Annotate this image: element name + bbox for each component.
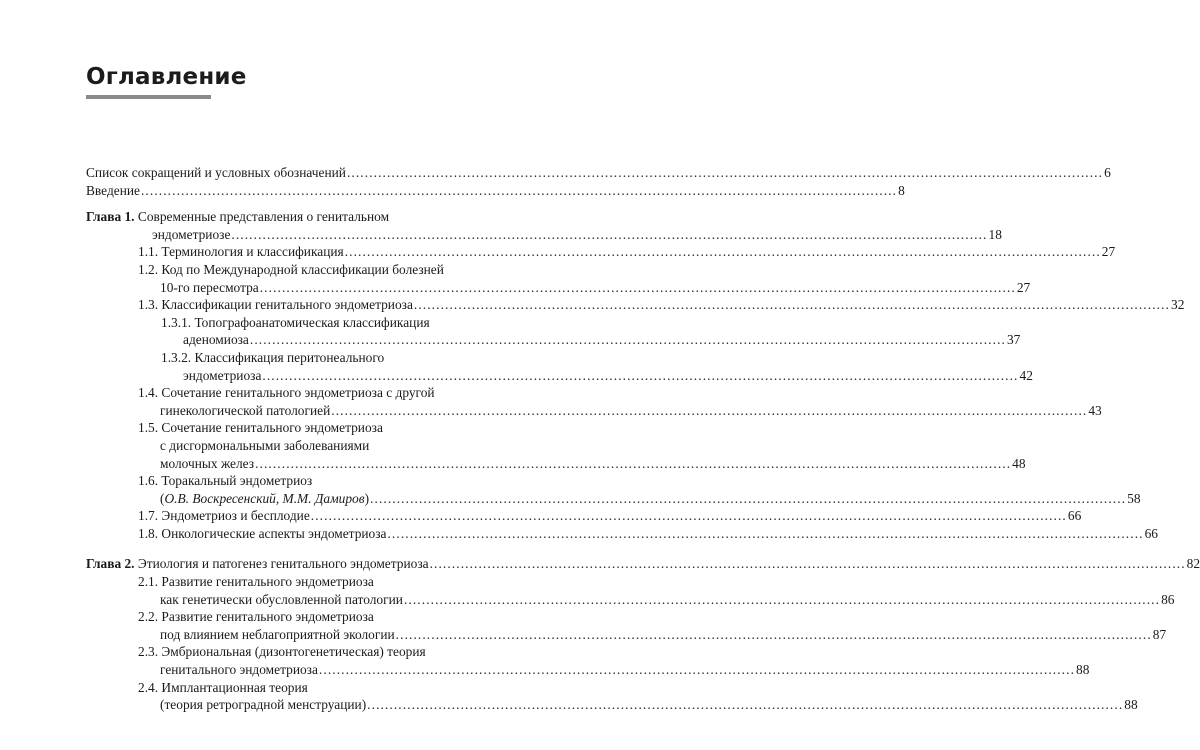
dot-leader: .......................................................................................................................................................................... [403,591,1161,607]
toc-page-number: 8 [898,182,905,198]
toc-section-1-5[interactable] [86,419,517,437]
toc-page-number: 18 [988,226,1002,242]
toc-entry-text: генитального эндометриоза [160,662,318,678]
toc-entry-text: 1.1. Терминология и классификация [138,244,344,260]
dot-leader: .......................................................................................................................................................................... [413,297,1170,313]
toc-section-1-4-cont[interactable] [86,402,1102,420]
dot-leader: .......................................................................................................................................................................... [429,556,1186,572]
dot-leader: .......................................................................................................................................................................... [331,402,1088,418]
chapter-label: Глава 2. [86,556,135,572]
toc-entry-text: 2.4. Имплантационная теория [138,679,308,695]
toc-entry-text [160,490,369,508]
toc-entry-text: 1.2. Код по Международной классификации болезней [138,261,444,277]
toc-entry-text: 2.1. Развитие генитального эндометриоза [138,574,374,590]
toc-page-number: 86 [1161,591,1175,607]
toc-section-1-7[interactable] [86,507,1082,525]
toc-section-1-1[interactable] [86,243,1116,261]
toc-section-1-6[interactable] [86,472,517,490]
toc-page-number: 27 [1101,244,1116,260]
toc-section-2-4-cont[interactable] [86,696,1138,714]
toc-page-number: 27 [1016,279,1031,295]
toc-section-2-1-cont[interactable] [86,591,1175,609]
toc-page-number: 58 [1127,490,1141,506]
toc-page-number: 66 [1144,525,1158,541]
chapter-authors: О.В. Воскресенский, М.М. Дамиров [164,490,365,506]
paren-open: ( [160,490,165,506]
chapter-title: Современные представления о генитальном [137,209,390,225]
toc-page-number: 37 [1006,332,1021,348]
toc-entry-text: 2.3. Эмбриональная (дизонтогенетическая) теория [138,644,426,660]
toc-section-2-3-cont[interactable] [86,661,1090,679]
page-title: Оглавление [86,64,247,90]
toc-entry-text: под влиянием неблагоприятной экологии [160,626,395,642]
toc-entry-text: молочных желез [160,455,255,471]
toc-entry-abbreviations[interactable] [86,164,1111,182]
toc-page-number: 43 [1088,402,1102,418]
toc-chapter-2-title[interactable] [86,555,1200,573]
dot-leader: .......................................................................................................................................................................... [262,367,1019,383]
toc-page-number: 32 [1171,297,1185,313]
dot-leader: .......................................................................................................................................................................... [255,455,1012,471]
chapter-title-cont: эндометриозе [152,226,231,242]
table-of-contents [86,164,1200,714]
toc-entry-text: 1.3.2. Классификация перитонеального [161,349,385,365]
toc-page-number: 88 [1076,662,1090,678]
toc-entry-text: с дисгормональными заболеваниями [160,437,370,453]
toc-entry-text: Введение [86,182,140,198]
dot-leader: .......................................................................................................................................................................... [387,525,1144,541]
spacer [86,542,517,555]
toc-entry-introduction[interactable] [86,182,905,200]
dot-leader: .......................................................................................................................................................................... [231,226,988,242]
toc-entry-text: 1.8. Онкологические аспекты эндометриоза [138,525,387,541]
toc-chapter-1-title-cont[interactable] [86,226,1002,244]
toc-entry-text: эндометриоза [183,367,262,383]
toc-section-1-5-cont[interactable] [86,437,517,455]
dot-leader: .......................................................................................................................................................................... [370,490,1127,506]
toc-entry-text: как генетически обусловленной патологии [160,591,403,607]
toc-entry-text: 1.6. Торакальный эндометриоз [138,473,313,489]
toc-page-number: 42 [1019,367,1033,383]
toc-page-number: 88 [1124,697,1138,713]
toc-page-number: 6 [1104,165,1111,180]
toc-entry-text [86,555,429,573]
toc-chapter-1-title[interactable] [86,208,517,226]
toc-entry-text: (теория ретроградной менструации) [160,697,367,713]
toc-section-1-5-cont-2[interactable] [86,455,1026,473]
toc-entry-text: 1.7. Эндометриоз и бесплодие [138,508,310,524]
toc-entry-text: Список сокращений и условных обозначений [86,165,346,180]
dot-leader: .......................................................................................................................................................................... [367,697,1124,713]
toc-entry-text: 1.4. Сочетание генитального эндометриоза с другой [138,385,435,401]
toc-section-1-3-2-cont[interactable] [86,367,1033,385]
dot-leader: .......................................................................................................................................................................... [249,332,1006,348]
toc-section-2-1[interactable] [86,573,517,591]
toc-entry-text: 1.5. Сочетание генитального эндометриоза [138,420,383,436]
toc-section-1-3[interactable] [86,296,1185,314]
dot-leader: .......................................................................................................................................................................... [346,165,1104,180]
toc-section-2-2-cont[interactable] [86,626,1167,644]
toc-page-number: 48 [1012,455,1026,471]
toc-section-1-3-2[interactable] [86,349,517,367]
dot-leader: .......................................................................................................................................................................... [318,662,1076,678]
dot-leader: .......................................................................................................................................................................... [344,244,1101,260]
toc-page-number: 87 [1152,626,1167,642]
dot-leader: .......................................................................................................................................................................... [395,626,1152,642]
toc-section-1-3-1-cont[interactable] [86,331,1021,349]
dot-leader: .......................................................................................................................................................................... [259,279,1016,295]
toc-section-1-3-1[interactable] [86,314,517,332]
toc-page-number: 82 [1186,556,1200,572]
toc-page-number: 66 [1067,508,1082,524]
toc-section-2-4[interactable] [86,679,517,697]
toc-section-1-6-cont[interactable] [86,490,1141,508]
chapter-label: Глава 1. [86,209,135,225]
toc-entry-text: 10-го пересмотра [160,279,259,295]
toc-section-2-3[interactable] [86,643,517,661]
paren-close: ) [364,490,370,506]
toc-section-2-2[interactable] [86,608,517,626]
toc-section-1-8[interactable] [86,525,1158,543]
toc-entry-text: аденомиоза [183,332,249,348]
toc-entry-text: гинекологической патологией [160,402,331,418]
toc-section-1-4[interactable] [86,384,517,402]
dot-leader: .......................................................................................................................................................................... [310,508,1067,524]
chapter-title: Этиология и патогенез генитального эндометриоза [137,556,429,572]
toc-entry-text: 2.2. Развитие генитального эндометриоза [138,609,374,625]
title-underline [86,95,211,99]
dot-leader: .......................................................................................................................................................................... [140,182,898,198]
toc-entry-text: 1.3.1. Топографоанатомическая классификация [161,314,430,330]
spacer [86,199,517,208]
toc-section-1-2[interactable] [86,261,517,279]
toc-entry-text: 1.3. Классификации генитального эндометриоза [138,297,413,313]
toc-section-1-2-cont[interactable] [86,279,1031,297]
